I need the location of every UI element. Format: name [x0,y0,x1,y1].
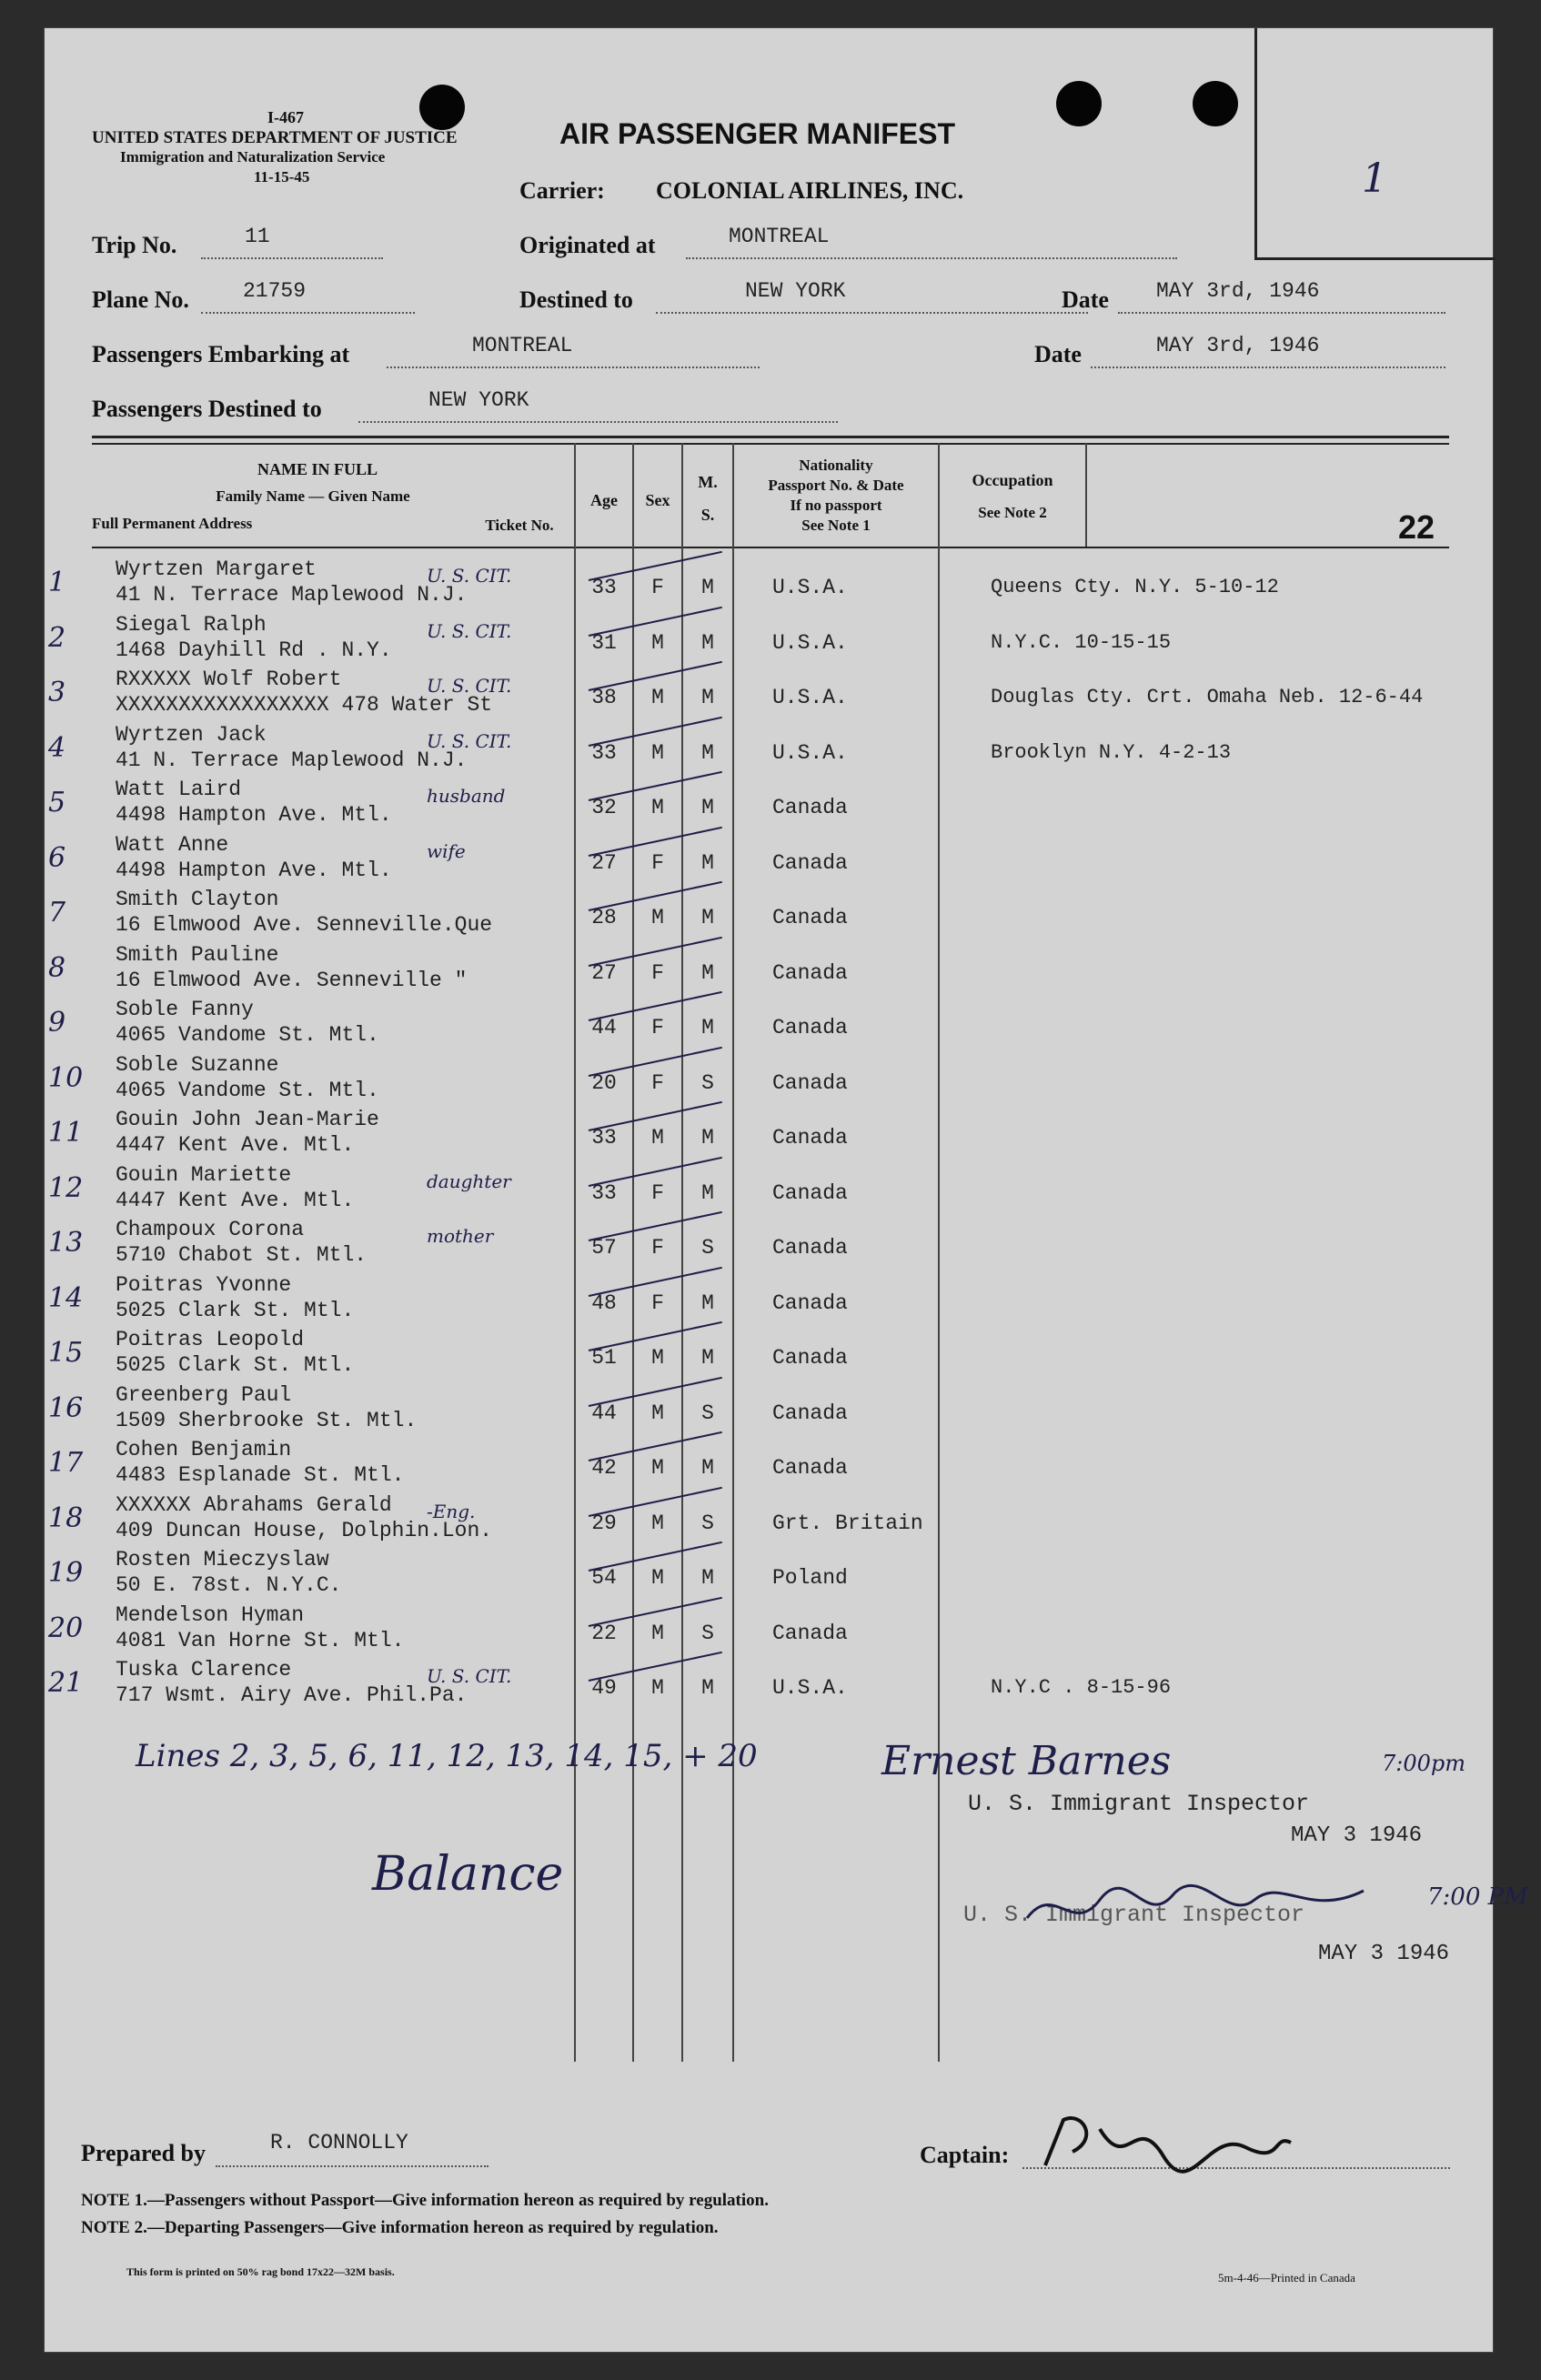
passenger-address: 409 Duncan House, Dolphin.Lon. [116,1519,493,1542]
passenger-sex: M [651,1622,664,1645]
col-passport-heading: Passport No. & Date [768,477,904,494]
date-label: Date [1062,286,1109,313]
passenger-marital-status: M [701,686,714,709]
passenger-address: 1468 Dayhill Rd . N.Y. [116,638,392,662]
passenger-nationality: Canada [772,1126,848,1150]
passenger-marital-status: M [701,961,714,985]
passenger-marital-status: S [701,1511,714,1535]
plane-value: 21759 [243,279,307,303]
passenger-nationality: Canada [772,1456,848,1480]
passenger-name: RXXXXX Wolf Robert [116,668,342,691]
passenger-age: 44 [591,1401,617,1425]
col-nationality-heading: Nationality [799,457,873,474]
col-address-heading: Full Permanent Address [92,515,253,532]
handwritten-note: husband [427,785,506,807]
row-number: 5 [48,787,66,818]
row-number: 8 [48,952,66,984]
passenger-sex: M [651,741,664,765]
row-number: 9 [48,1007,66,1039]
passenger-address: 41 N. Terrace Maplewood N.J. [116,583,468,607]
inspector-title: U. S. Immigrant Inspector [968,1791,1310,1817]
passenger-marital-status: M [701,1676,714,1700]
passenger-sex: M [651,686,664,709]
col-occupation-heading: Occupation [972,471,1053,489]
passenger-nationality: Canada [772,851,848,875]
passenger-marital-status: M [701,851,714,875]
passenger-nationality: U.S.A. [772,576,848,599]
passenger-age: 33 [591,741,617,765]
row-number: 17 [48,1447,84,1479]
form-date: 11-15-45 [254,168,310,186]
passenger-occupation: N.Y.C. 10-15-15 [991,631,1172,654]
passenger-sex: M [651,1676,664,1700]
passenger-marital-status: M [701,1566,714,1590]
passenger-name: Soble Fanny [116,998,254,1021]
passenger-name: Poitras Leopold [116,1328,305,1351]
passenger-age: 57 [591,1236,617,1260]
originated-label: Originated at [519,232,656,258]
carrier-name: COLONIAL AIRLINES, INC. [656,177,964,204]
destined-passengers-value: NEW YORK [428,388,529,412]
inspector-title-2: U. S. Immigrant Inspector [963,1902,1305,1928]
punch-hole [1056,81,1102,126]
row-number: 19 [48,1557,84,1589]
destined-value: NEW YORK [745,279,846,303]
row-number: 13 [48,1227,84,1259]
passenger-occupation: Queens Cty. N.Y. 5-10-12 [991,576,1279,598]
passenger-marital-status: M [701,741,714,765]
passenger-address: 5025 Clark St. Mtl. [116,1353,355,1377]
col-age-heading: Age [590,491,618,509]
passenger-nationality: U.S.A. [772,631,848,655]
signing-time: 7:00pm [1382,1751,1466,1776]
col-note1-heading: See Note 1 [801,517,871,534]
passenger-sex: F [651,851,664,875]
signing-time-2: 7:00 PM [1427,1883,1528,1911]
passenger-address: 4447 Kent Ave. Mtl. [116,1189,355,1212]
passenger-sex: F [651,1291,664,1315]
col-name-heading: NAME IN FULL [257,460,378,478]
passenger-age: 29 [591,1511,617,1535]
passenger-nationality: Canada [772,906,848,929]
embarking-value: MONTREAL [472,334,573,357]
passenger-marital-status: M [701,1456,714,1480]
handwritten-note: mother [427,1225,494,1247]
passenger-nationality: Canada [772,796,848,819]
passenger-sex: F [651,576,664,599]
passenger-age: 28 [591,906,617,929]
passenger-age: 54 [591,1566,617,1590]
passenger-occupation: Douglas Cty. Crt. Omaha Neb. 12-6-44 [991,686,1424,708]
captain-label: Captain: [920,2142,1010,2168]
passenger-address: 717 Wsmt. Airy Ave. Phil.Pa. [116,1683,468,1707]
form-number: I-467 [267,108,304,126]
date-stamp: MAY 3 1946 [1291,1823,1423,1848]
passenger-address: 1509 Sherbrooke St. Mtl. [116,1409,418,1432]
passenger-address: 5025 Clark St. Mtl. [116,1299,355,1322]
passenger-name: Cohen Benjamin [116,1438,292,1461]
passenger-marital-status: M [701,906,714,929]
page-mark: 1 [1362,156,1387,202]
originated-value: MONTREAL [729,225,830,248]
passenger-name: Smith Clayton [116,888,279,911]
passenger-marital-status: M [701,631,714,655]
service-line: Immigration and Naturalization Service [120,148,386,166]
plane-label: Plane No. [92,286,189,313]
passenger-nationality: Canada [772,1071,848,1095]
passenger-marital-status: M [701,1126,714,1150]
passenger-name: Tuska Clarence [116,1658,292,1682]
passenger-name: Gouin Mariette [116,1163,292,1187]
passenger-age: 42 [591,1456,617,1480]
passenger-age: 27 [591,851,617,875]
passenger-name: Poitras Yvonne [116,1273,292,1297]
passenger-age: 33 [591,1181,617,1205]
destined-label: Destined to [519,286,633,313]
passenger-age: 22 [591,1622,617,1645]
passenger-address: 5710 Chabot St. Mtl. [116,1243,368,1267]
passenger-address: 4065 Vandome St. Mtl. [116,1023,379,1047]
row-number: 18 [48,1502,84,1534]
passenger-address: 4065 Vandome St. Mtl. [116,1079,379,1102]
handwritten-note: wife [427,840,466,862]
row-number: 4 [48,732,66,764]
passenger-name: Greenberg Paul [116,1383,292,1407]
handwritten-note: U. S. CIT. [427,1665,512,1687]
handwritten-note: U. S. CIT. [427,620,512,642]
row-number: 16 [48,1392,84,1424]
passenger-marital-status: S [701,1236,714,1260]
handwritten-note: -Eng. [427,1501,476,1522]
passenger-age: 38 [591,686,617,709]
trip-label: Trip No. [92,232,177,258]
passenger-age: 31 [591,631,617,655]
passenger-sex: M [651,1346,664,1370]
passenger-name: Wyrtzen Jack [116,723,267,747]
passenger-address: 4498 Hampton Ave. Mtl. [116,859,392,882]
passenger-nationality: Canada [772,1236,848,1260]
inspector-signature: Ernest Barnes [881,1738,1172,1784]
passenger-marital-status: M [701,796,714,819]
passenger-sex: M [651,1126,664,1150]
row-number: 2 [48,622,66,654]
passenger-name: Rosten Mieczyslaw [116,1548,329,1572]
passenger-nationality: Canada [772,1016,848,1039]
passenger-sex: F [651,1236,664,1260]
second-inspector-signature [1018,1873,1382,1945]
passenger-nationality: Canada [772,961,848,985]
passenger-age: 33 [591,576,617,599]
passenger-occupation: N.Y.C . 8-15-96 [991,1676,1172,1699]
passenger-address: 4447 Kent Ave. Mtl. [116,1133,355,1157]
trip-value: 11 [245,225,270,248]
passenger-address: XXXXXXXXXXXXXXXXX 478 Water St [116,693,493,717]
col-no-passport-heading: If no passport [790,497,882,514]
print-origin: 5m-4-46—Printed in Canada [1218,2271,1355,2285]
passenger-sex: M [651,906,664,929]
passenger-marital-status: S [701,1071,714,1095]
passenger-age: 51 [591,1346,617,1370]
passenger-marital-status: M [701,1181,714,1205]
passenger-sex: M [651,796,664,819]
row-number: 3 [48,677,66,708]
note-2: NOTE 2.—Departing Passengers—Give information hereon as required by regulation. [81,2218,719,2237]
date-value: MAY 3rd, 1946 [1156,279,1320,303]
row-number: 14 [48,1282,84,1314]
passenger-name: Gouin John Jean-Marie [116,1108,379,1131]
passenger-address: 4498 Hampton Ave. Mtl. [116,803,392,827]
passenger-nationality: Canada [772,1622,848,1645]
col-ticket-heading: Ticket No. [485,517,554,534]
row-number: 10 [48,1062,84,1094]
row-number: 7 [48,897,66,929]
passenger-marital-status: M [701,1291,714,1315]
passenger-sex: F [651,1181,664,1205]
carrier-label: Carrier: [519,177,605,204]
row-number: 11 [48,1117,84,1149]
passenger-address: 4081 Van Horne St. Mtl. [116,1629,405,1652]
passenger-name: Watt Laird [116,778,242,801]
passenger-address: 16 Elmwood Ave. Senneville " [116,969,468,992]
passenger-age: 48 [591,1291,617,1315]
manifest-title: AIR PASSENGER MANIFEST [559,117,955,150]
passenger-address: 16 Elmwood Ave. Senneville.Que [116,913,493,937]
passenger-age: 44 [591,1016,617,1039]
passenger-nationality: Canada [772,1291,848,1315]
passenger-name: Watt Anne [116,833,229,857]
passenger-name: Mendelson Hyman [116,1603,305,1627]
page-number-box [1254,28,1496,260]
passenger-nationality: Poland [772,1566,848,1590]
passenger-marital-status: S [701,1401,714,1425]
passenger-sex: M [651,1566,664,1590]
passenger-sex: M [651,631,664,655]
passenger-nationality: Canada [772,1346,848,1370]
date-value-2: MAY 3rd, 1946 [1156,334,1320,357]
passenger-occupation: Brooklyn N.Y. 4-2-13 [991,741,1232,764]
passenger-age: 32 [591,796,617,819]
handwritten-note: daughter [427,1170,511,1192]
handwritten-note: U. S. CIT. [427,730,512,752]
passenger-nationality: U.S.A. [772,686,848,709]
passenger-nationality: Canada [772,1181,848,1205]
passenger-name: Champoux Corona [116,1218,305,1241]
passenger-age: 20 [591,1071,617,1095]
passenger-sex: M [651,1456,664,1480]
lines-annotation: Lines 2, 3, 5, 6, 11, 12, 13, 14, 15, + 20 [136,1738,758,1774]
handwritten-note: U. S. CIT. [427,675,512,697]
prepared-value: R. CONNOLLY [270,2131,408,2154]
passenger-address: 41 N. Terrace Maplewood N.J. [116,748,468,772]
prepared-label: Prepared by [81,2140,206,2166]
handwritten-note: U. S. CIT. [427,565,512,587]
embarking-label: Passengers Embarking at [92,341,350,367]
passenger-name: Smith Pauline [116,943,279,967]
passenger-nationality: Canada [772,1401,848,1425]
date-label-2: Date [1034,341,1082,367]
passenger-marital-status: S [701,1622,714,1645]
col-name-sub: Family Name — Given Name [216,487,410,505]
balance-annotation: Balance [372,1847,564,1902]
passenger-name: Wyrtzen Margaret [116,557,317,581]
print-spec: This form is printed on 50% rag bond 17x22—32M basis. [126,2265,395,2278]
passenger-marital-status: M [701,1016,714,1039]
row-number: 1 [48,567,66,598]
passenger-sex: M [651,1401,664,1425]
passenger-sex: F [651,961,664,985]
passenger-address: 4483 Esplanade St. Mtl. [116,1463,405,1487]
row-number: 12 [48,1172,84,1204]
passenger-name: Soble Suzanne [116,1053,279,1077]
passenger-address: 50 E. 78st. N.Y.C. [116,1573,342,1597]
passenger-age: 33 [591,1126,617,1150]
passenger-count: 22 [1398,508,1435,546]
punch-hole [1193,81,1238,126]
col-ms-heading-s: S. [700,506,715,524]
passenger-sex: M [651,1511,664,1535]
col-ms-heading-m: M. [698,473,718,491]
passenger-age: 49 [591,1676,617,1700]
passenger-nationality: U.S.A. [772,1676,848,1700]
passenger-name: Siegal Ralph [116,613,267,637]
passenger-name: XXXXXX Abrahams Gerald [116,1493,392,1517]
row-number: 20 [48,1612,84,1644]
destined-passengers-label: Passengers Destined to [92,396,322,422]
department-line: UNITED STATES DEPARTMENT OF JUSTICE [92,128,458,147]
passenger-sex: F [651,1016,664,1039]
passenger-nationality: Grt. Britain [772,1511,923,1535]
col-note2-heading: See Note 2 [978,504,1047,521]
row-number: 6 [48,842,66,874]
passenger-age: 27 [591,961,617,985]
row-number: 15 [48,1337,84,1369]
row-number: 21 [48,1667,84,1699]
date-stamp-2: MAY 3 1946 [1318,1942,1450,1966]
passenger-nationality: U.S.A. [772,741,848,765]
captain-signature [1027,2102,1300,2184]
passenger-marital-status: M [701,576,714,599]
passenger-sex: F [651,1071,664,1095]
passenger-marital-status: M [701,1346,714,1370]
manifest-page [44,27,1528,2353]
note-1: NOTE 1.—Passengers without Passport—Give information hereon as required by regulation. [81,2191,769,2210]
col-sex-heading: Sex [645,491,670,509]
punch-hole [419,85,465,130]
